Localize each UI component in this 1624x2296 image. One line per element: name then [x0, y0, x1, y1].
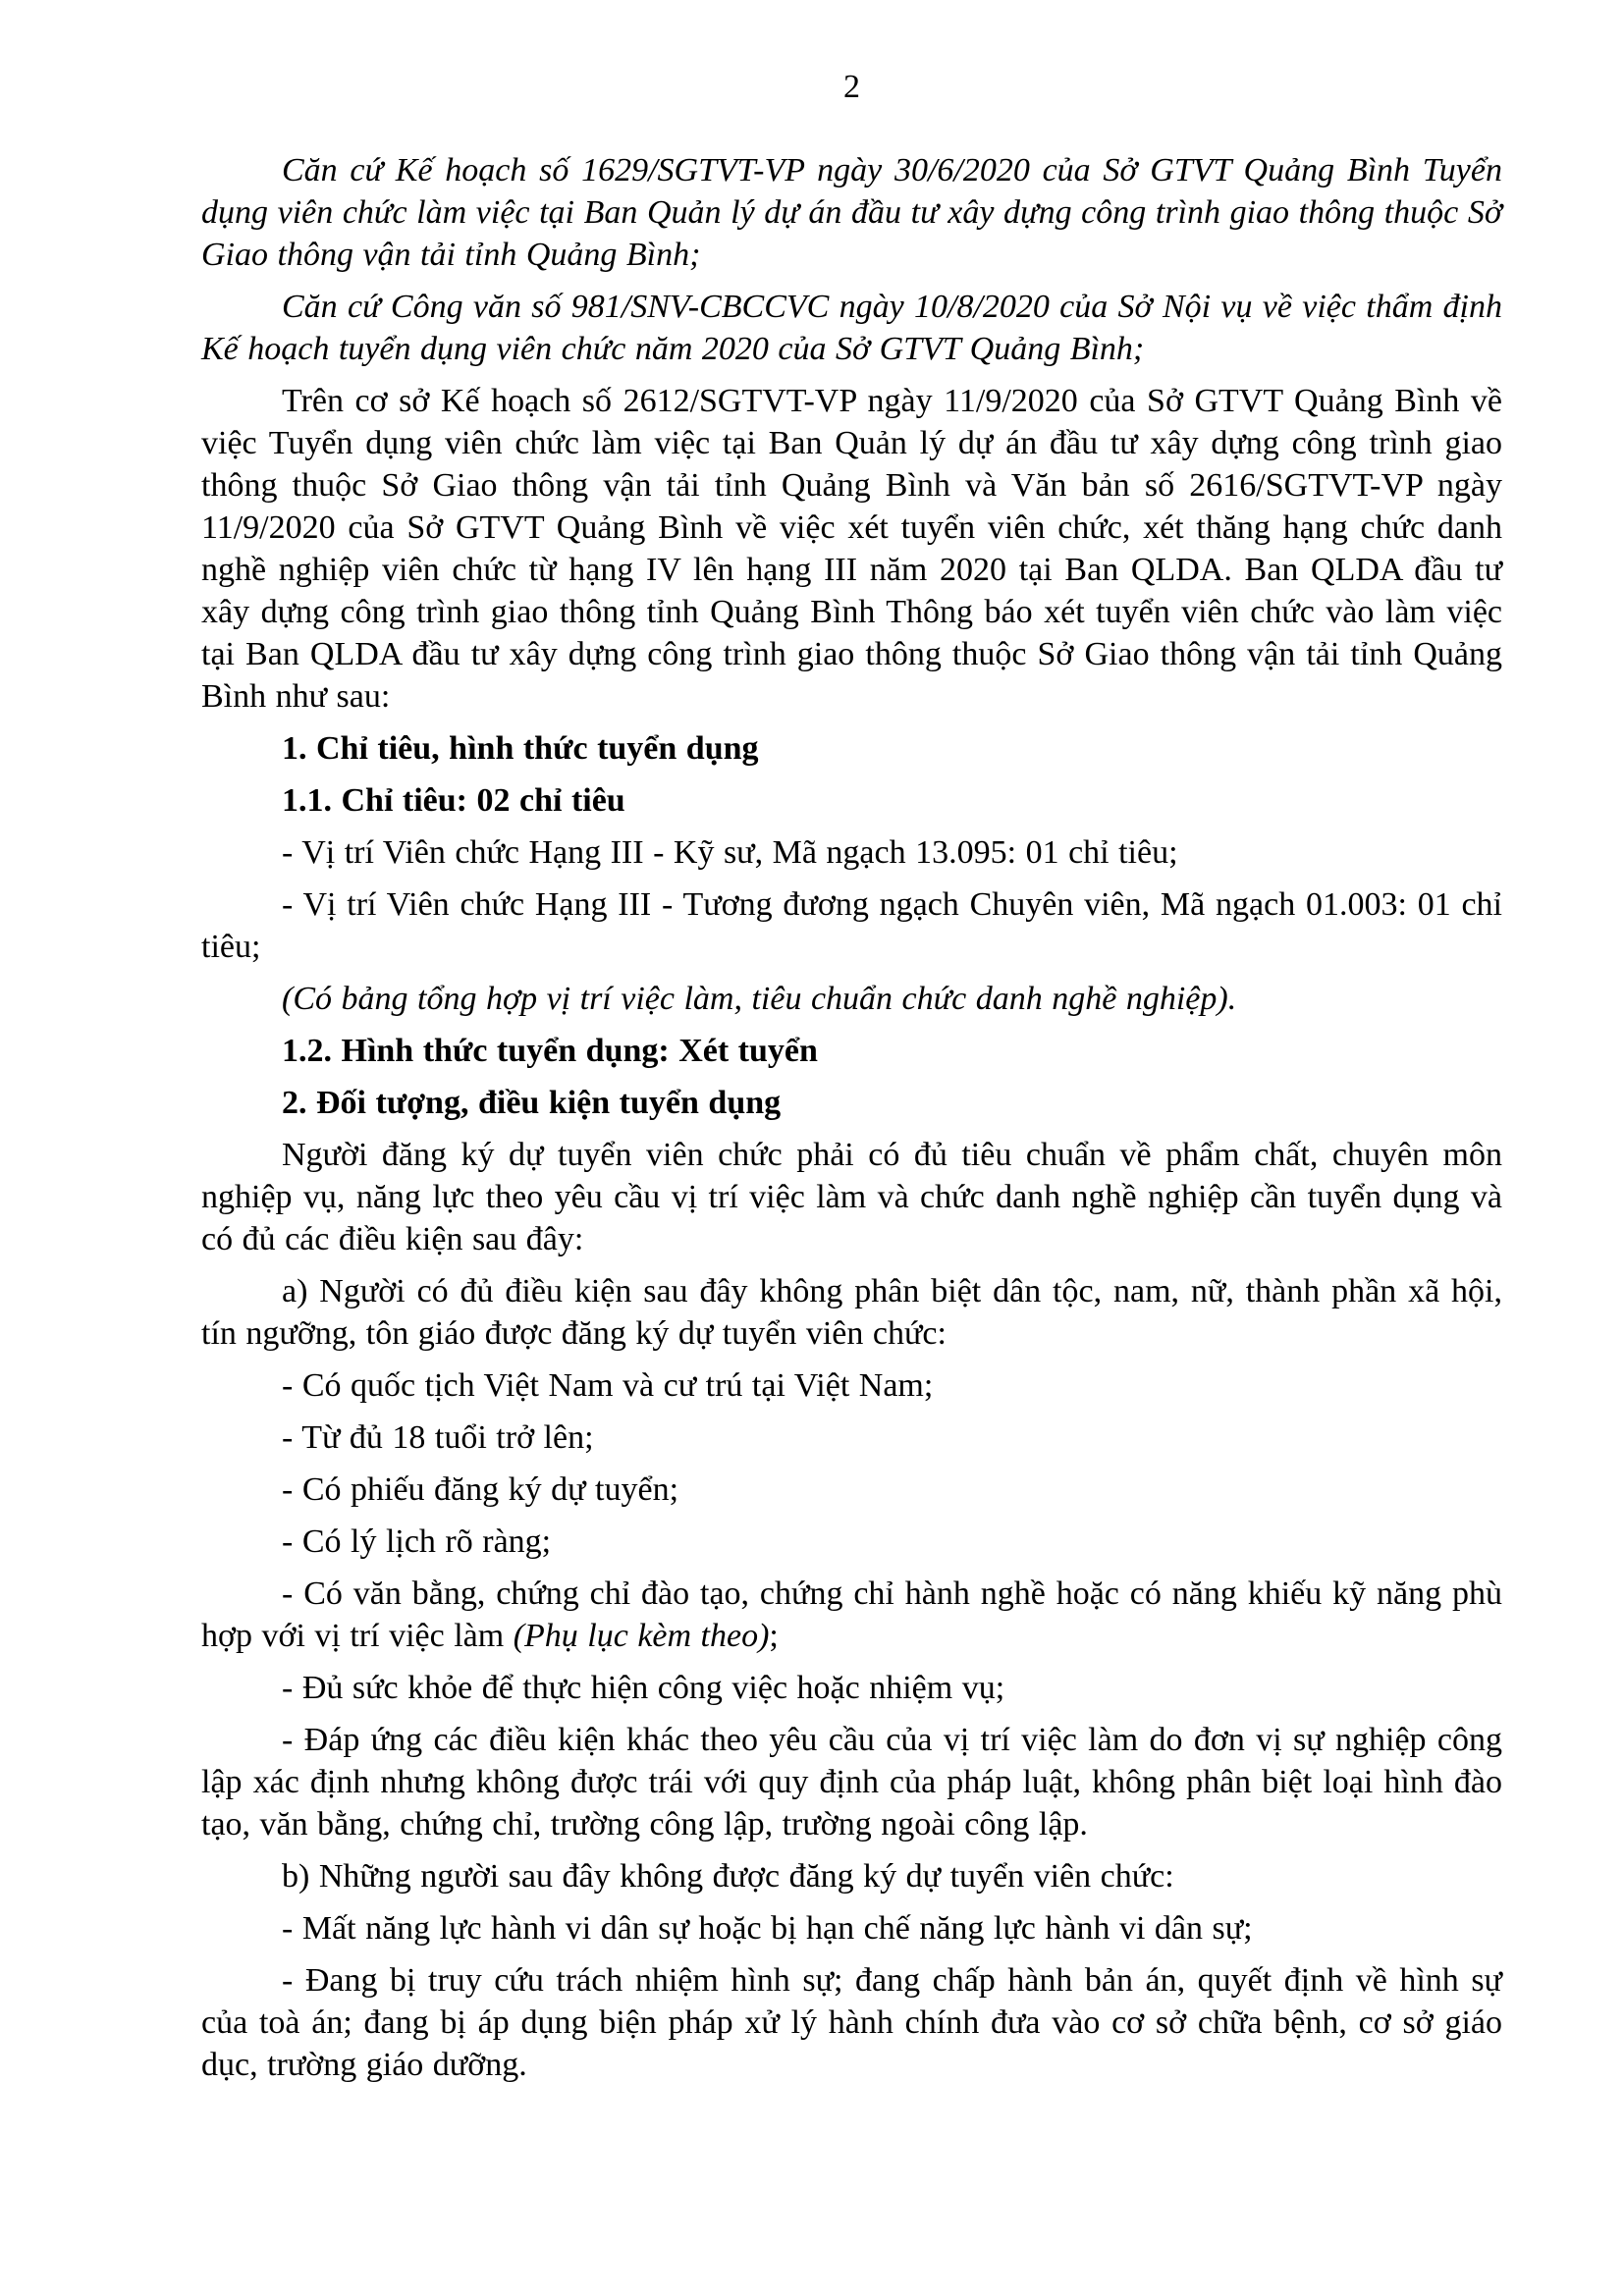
list-item-clear-background: - Có lý lịch rõ ràng; — [282, 1523, 552, 1560]
page-number: 2 — [843, 69, 860, 105]
citation-paragraph-dispatch-981: Căn cứ Công văn số 981/SNV-CBCCVC ngày 10/8/2020 của Sở Nội vụ về việc thẩm định Kế hoạch tuyển dụng viên chức năm 2020 của Sở GTVT Quảng Bình; — [201, 289, 1502, 367]
heading-section-2: 2. Đối tượng, điều kiện tuyển dụng — [282, 1085, 782, 1121]
list-item-age: - Từ đủ 18 tuổi trở lên; — [282, 1419, 594, 1456]
paragraph-general-requirements: Người đăng ký dự tuyển viên chức phải có đủ tiêu chuẩn về phẩm chất, chuyên môn nghiệp vụ, năng lực theo yêu cầu vị trí việc làm và chức danh nghề nghiệp cần tuyển dụng và có đủ các điều kiện sau đây: — [201, 1137, 1502, 1257]
list-item-certificates-appendix-note: (Phụ lục kèm theo) — [513, 1618, 770, 1654]
intro-paragraph: Trên cơ sở Kế hoạch số 2612/SGTVT-VP ngày 11/9/2020 của Sở GTVT Quảng Bình về việc Tuyển dụng viên chức làm việc tại Ban Quản lý dự án đầu tư xây dựng công trình giao thông thuộc Sở Giao thông vận tải tỉnh Quảng Bình và Văn bản số 2616/SGTVT-VP ngày 11/9/2020 của Sở GTVT Quảng Bình về việc xét tuyển viên chức, xét thăng hạng chức danh nghề nghiệp viên chức từ hạng IV lên hạng III năm 2020 tại Ban QLDA. Ban QLDA đầu tư xây dựng công trình giao thông tỉnh Quảng Bình Thông báo xét tuyển viên chức vào làm việc tại Ban QLDA đầu tư xây dựng công trình giao thông thuộc Sở Giao thông vận tải tỉnh Quảng Bình như sau: — [201, 383, 1502, 715]
list-item-position-engineer: - Vị trí Viên chức Hạng III - Kỹ sư, Mã ngạch 13.095: 01 chỉ tiêu; — [282, 834, 1178, 871]
citation-paragraph-plan-1629: Căn cứ Kế hoạch số 1629/SGTVT-VP ngày 30/6/2020 của Sở GTVT Quảng Bình Tuyển dụng viên chức làm việc tại Ban Quản lý dự án đầu tư xây dựng công trình giao thông thuộc Sở Giao thông vận tải tỉnh Quảng Bình; — [201, 152, 1502, 273]
list-item-certificates-text: - Có văn bằng, chứng chỉ đào tạo, chứng chỉ hành nghề hoặc có năng khiếu kỹ năng phù hợp với vị trí việc làm — [201, 1575, 1502, 1654]
list-item-criminal-liability: - Đang bị truy cứu trách nhiệm hình sự; đang chấp hành bản án, quyết định về hình sự của toà án; đang bị áp dụng biện pháp xử lý hành chính đưa vào cơ sở chữa bệnh, cơ sở giáo dục, trường giáo dưỡng. — [201, 1962, 1502, 2083]
document-body — [0, 104, 1624, 2086]
list-item-position-specialist: - Vị trí Viên chức Hạng III - Tương đương ngạch Chuyên viên, Mã ngạch 01.003: 01 chỉ tiêu; — [201, 886, 1502, 965]
list-item-certificates-tail: ; — [769, 1618, 779, 1654]
list-item-civil-capacity: - Mất năng lực hành vi dân sự hoặc bị hạn chế năng lực hành vi dân sự; — [282, 1910, 1253, 1947]
list-item-health: - Đủ sức khỏe để thực hiện công việc hoặc nhiệm vụ; — [282, 1670, 1005, 1706]
list-item-certificates — [201, 1573, 1502, 1657]
list-item-nationality: - Có quốc tịch Việt Nam và cư trú tại Việt Nam; — [282, 1367, 934, 1404]
list-item-other-conditions: - Đáp ứng các điều kiện khác theo yêu cầu của vị trí việc làm do đơn vị sự nghiệp công lập xác định nhưng không được trái với quy định của pháp luật, không phân biệt loại hình đào tạo, văn bằng, chứng chỉ, trường công lập, trường ngoài công lập. — [201, 1722, 1502, 1842]
heading-section-1-1: 1.1. Chỉ tiêu: 02 chỉ tiêu — [282, 782, 625, 819]
paragraph-item-b: b) Những người sau đây không được đăng ký dự tuyển viên chức: — [282, 1858, 1174, 1895]
note-summary-table: (Có bảng tổng hợp vị trí việc làm, tiêu chuẩn chức danh nghề nghiệp). — [282, 981, 1237, 1017]
list-item-application-form: - Có phiếu đăng ký dự tuyển; — [282, 1471, 679, 1508]
heading-section-1: 1. Chỉ tiêu, hình thức tuyển dụng — [282, 730, 759, 767]
heading-section-1-2: 1.2. Hình thức tuyển dụng: Xét tuyển — [282, 1033, 818, 1069]
paragraph-item-a: a) Người có đủ điều kiện sau đây không phân biệt dân tộc, nam, nữ, thành phần xã hội, tín ngưỡng, tôn giáo được đăng ký dự tuyển viên chức: — [201, 1273, 1502, 1352]
